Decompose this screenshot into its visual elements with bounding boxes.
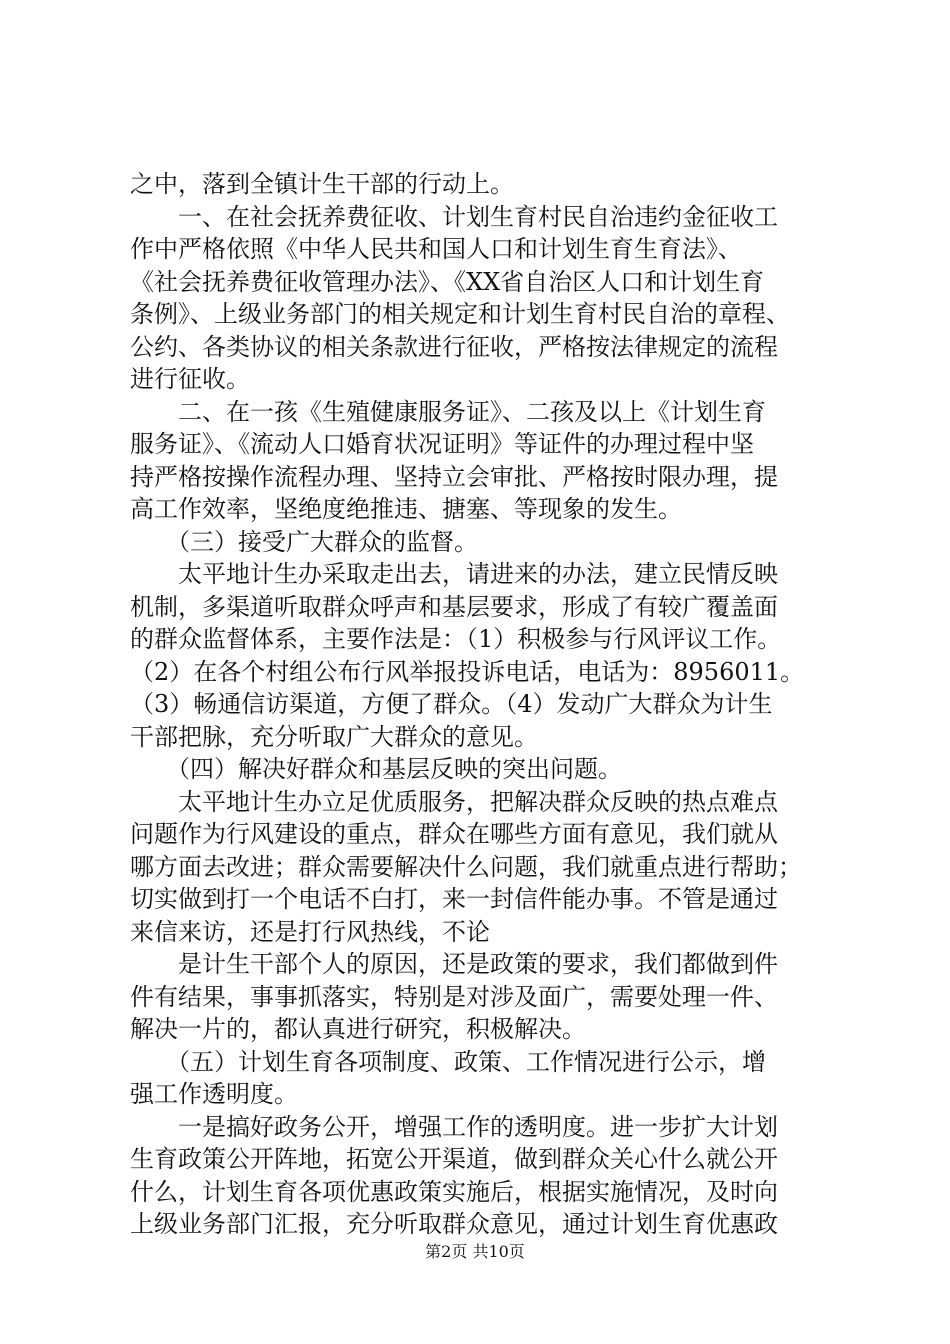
text-line: 太平地计生办采取走出去，请进来的办法，建立民情反映 — [130, 560, 778, 588]
text-line: 高工作效率，坚绝度绝推违、搪塞、等现象的发生。 — [130, 495, 682, 523]
document-body — [130, 168, 830, 1241]
text-line: 持严格按操作流程办理、坚持立会审批、严格按时限办理，提 — [130, 462, 778, 491]
text-line: （三）接受广大群众的监督。 — [130, 527, 478, 556]
text-line: 哪方面去改进；群众需要解决什么问题，我们就重点进行帮助； — [130, 852, 802, 881]
text-line: 解决一片的，都认真进行研究，积极解决。 — [130, 1015, 586, 1043]
text-line: 是计生干部个人的原因，还是政策的要求，我们都做到件 — [130, 950, 778, 978]
text-line: 生育政策公开阵地，拓宽公开渠道，做到群众关心什么就公开 — [130, 1145, 778, 1173]
text-line: 来信来访，还是打行风热线，不论 — [130, 917, 490, 946]
text-line: 《社会抚养费征收管理办法》、《XX省自治区人口和计划生育 — [130, 267, 765, 296]
text-line: 上级业务部门汇报，充分听取群众意见，通过计划生育优惠政 — [130, 1210, 778, 1238]
text-line: 什么，计划生育各项优惠政策实施后，根据实施情况，及时向 — [130, 1177, 778, 1206]
text-line: 一、在社会抚养费征收、计划生育村民自治违约金征收工 — [130, 202, 778, 231]
text-line: 机制，多渠道听取群众呼声和基层要求，形成了有较广覆盖面 — [130, 592, 778, 621]
text-line: （五）计划生育各项制度、政策、工作情况进行公示，增 — [130, 1047, 766, 1076]
text-line: 切实做到打一个电话不白打，来一封信件能办事。不管是通过 — [130, 885, 778, 913]
text-line: 进行征收。 — [130, 365, 250, 393]
text-line: 太平地计生办立足优质服务，把解决群众反映的热点难点 — [130, 787, 778, 816]
text-line: （2）在各个村组公布行风举报投诉电话，电话为：8956011。 — [130, 657, 805, 686]
text-line: 服务证》、《流动人口婚育状况证明》等证件的办理过程中坚 — [130, 430, 754, 458]
text-line: 条例》、上级业务部门的相关规定和计划生育村民自治的章程、 — [130, 300, 790, 328]
text-line: 公约、各类协议的相关条款进行征收，严格按法律规定的流程 — [130, 332, 778, 361]
page-footer: 第2页 共10页 — [425, 1242, 525, 1261]
text-line: 作中严格依照《中华人民共和国人口和计划生育生育法》、 — [130, 235, 742, 263]
text-line: （3）畅通信访渠道，方便了群众。（4）发动广大群众为计生 — [130, 690, 773, 718]
text-line: （四）解决好群众和基层反映的突出问题。 — [130, 755, 622, 783]
text-line: 之中，落到全镇计生干部的行动上。 — [130, 170, 514, 198]
text-line: 的群众监督体系，主要作法是：（1）积极参与行风评议工作。 — [130, 625, 782, 653]
text-line: 二、在一孩《生殖健康服务证》、二孩及以上《计划生育 — [130, 397, 766, 426]
text-line: 强工作透明度。 — [130, 1080, 298, 1108]
text-line: 一是搞好政务公开，增强工作的透明度。进一步扩大计划 — [130, 1112, 778, 1141]
text-line: 问题作为行风建设的重点，群众在哪些方面有意见，我们就从 — [130, 820, 778, 848]
text-line: 件有结果，事事抓落实，特别是对涉及面广，需要处理一件、 — [130, 982, 778, 1011]
text-line: 干部把脉，充分听取广大群众的意见。 — [130, 722, 538, 751]
